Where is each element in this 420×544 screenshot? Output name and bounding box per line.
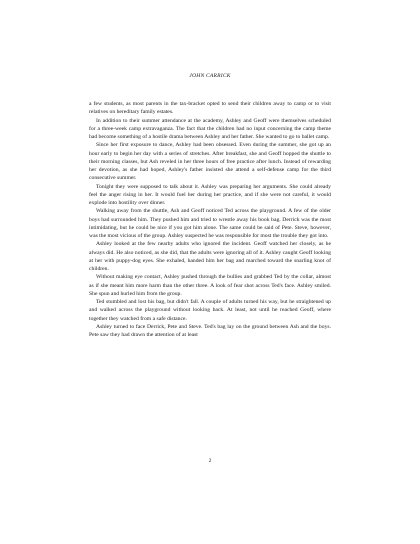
paragraph: Ashley looked at the few nearby adults who ignored the incident. Geoff watched her closely, as he always did. He also noticed, as she did, that the adults were ignoring all of it. Ashley caught Geoff looking at her with puppy-dog eyes. She exhaled, handed him her bag and marched toward the snarling knot of children.	[89, 241, 331, 272]
paragraph: Without making eye contact, Ashley pushed through the bullies and grabbed Ted by the collar, almost as if she meant him more harm than the other three. A look of fear shot across Ted's face. Ashley smiled. She spun and hurled him from the group.	[89, 274, 331, 297]
paragraph: Ted stumbled and lost his bag, but didn't fall. A couple of adults turned his way, but he straightened up and walked across the playground without looking back. At least, not until he reached Geoff, where together they watched from a safe distance.	[89, 299, 331, 322]
page-number: 2	[208, 458, 212, 464]
body-text	[89, 100, 331, 339]
paragraph: a few students, as most parents in the tax-bracket opted to send their children away to camp or to visit relatives on hereditary family estates.	[89, 101, 331, 116]
paragraph: Since her first exposure to dance, Ashley had been obsessed. Even during the summer, she got up an hour early to begin her day with a series of stretches. After breakfast, she and Geoff hopped the shuttle to their morning classes, but Ash reveled in her three hours of free practice after lunch. Instead of rewarding her devotion, as she had hoped, Ashley's father insisted she attend a self-defense camp for the third consecutive summer.	[89, 142, 331, 182]
paragraph: Tonight they were supposed to talk about it. Ashley was preparing her arguments. She could already feel the anger rising in her. It would fuel her during her practice, and if she were not careful, it would explode into hostility over dinner.	[89, 183, 331, 206]
paragraph: Ashley turned to face Derrick, Pete and Steve. Ted's bag lay on the ground between Ash and the boys. Pete saw they had drawn the attention of at least	[89, 323, 331, 338]
running-header-author: JOHN CARRICK	[189, 73, 231, 79]
paragraph: In addition to their summer attendance at the academy, Ashley and Geoff were themselves scheduled for a three-week camp extravaganza. The fact that the children had no input concerning the camp theme had become something of a hostile drama between Ashley and her father. She wanted to go to ballet camp.	[89, 117, 331, 140]
paragraph: Walking away from the shuttle, Ash and Geoff noticed Ted across the playground. A few of the older boys had surrounded him. They pushed him and tried to wrestle away his book bag. Derrick was the most intimidating, but he could be nice if you got him alone. The same could be said of Pete. Steve, however, was the most vicious of the group. Ashley suspected he was responsible for most the trouble they got into.	[89, 208, 331, 239]
